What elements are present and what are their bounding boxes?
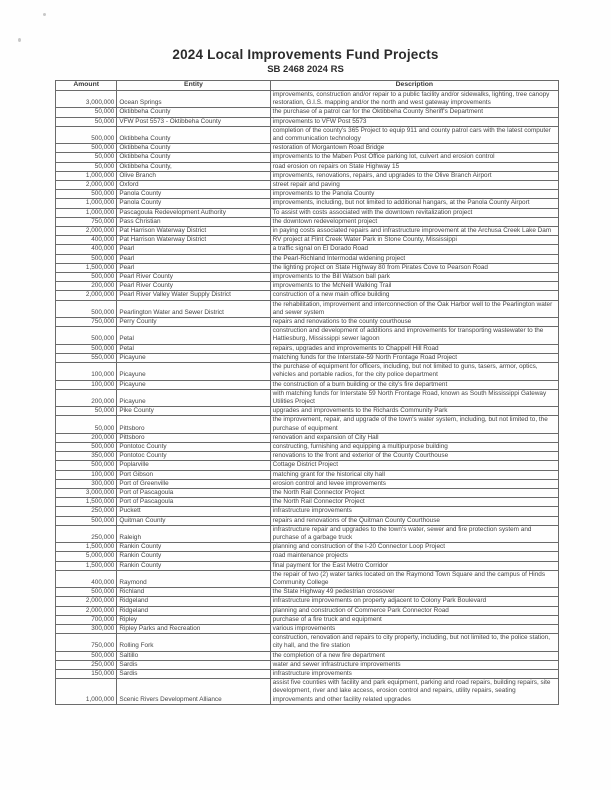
- amount-cell: 400,000: [56, 570, 117, 587]
- table-row: [56, 433, 559, 442]
- amount-cell: 200,000: [56, 433, 117, 442]
- amount-cell: 50,000: [56, 153, 117, 162]
- page-title: 2024 Local Improvements Fund Projects: [172, 47, 439, 62]
- description-cell: RV project at Flint Creek Water Park in Stone County, Mississippi: [270, 236, 558, 245]
- entity-cell: Pearl River County: [117, 282, 270, 291]
- amount-cell: 1,500,000: [56, 543, 117, 552]
- table-row: [56, 634, 559, 651]
- table-row: [56, 507, 559, 516]
- entity-cell: Pearl: [117, 263, 270, 272]
- entity-cell: Ridgeland: [117, 597, 270, 606]
- entity-cell: Picayune: [117, 389, 270, 406]
- description-cell: infrastructure improvements on property adjacent to Colony Park Boulevard: [270, 597, 558, 606]
- description-cell: the North Rail Connector Project: [270, 488, 558, 497]
- amount-cell: 1,500,000: [56, 263, 117, 272]
- entity-cell: Pass Christian: [117, 217, 270, 226]
- entity-cell: Oxford: [117, 181, 270, 190]
- description-cell: road maintenance projects: [270, 552, 558, 561]
- entity-cell: Oktibbeha County: [117, 126, 270, 143]
- table-row: [56, 570, 559, 587]
- description-cell: infrastructure improvements: [270, 507, 558, 516]
- description-cell: with matching funds for Interstate 59 North Frontage Road, known as South Mississippi Gateway Utilities Project: [270, 389, 558, 406]
- table-row: [56, 181, 559, 190]
- amount-cell: 100,000: [56, 380, 117, 389]
- description-cell: the rehabilitation, improvement and interconnection of the Oak Harbor well to the Pearlington water and sewer system: [270, 300, 558, 317]
- description-cell: improvements, construction and/or repair to a public facility and/or sidewalks, lighting, tree canopy restoration, G.I.S. mapping and/or the north and west gateway improvements: [270, 91, 558, 108]
- amount-cell: 300,000: [56, 624, 117, 633]
- table-row: [56, 651, 559, 660]
- header-description: Description: [270, 81, 558, 91]
- entity-cell: Panola County: [117, 199, 270, 208]
- amount-cell: 2,000,000: [56, 606, 117, 615]
- amount-cell: 100,000: [56, 363, 117, 380]
- table-row: [56, 291, 559, 300]
- description-cell: improvements to VFW Post 5573: [270, 117, 558, 126]
- amount-cell: 300,000: [56, 479, 117, 488]
- entity-cell: Raymond: [117, 570, 270, 587]
- description-cell: improvements to the McNeill Walking Trail: [270, 282, 558, 291]
- header-entity: Entity: [117, 81, 270, 91]
- table-row: [56, 660, 559, 669]
- entity-cell: Pike County: [117, 407, 270, 416]
- table-row: [56, 416, 559, 433]
- table-row: [56, 353, 559, 362]
- description-cell: construction, renovation and repairs to city property, including, but not limited to, the police station, city hall, and the fire station: [270, 634, 558, 651]
- amount-cell: 50,000: [56, 416, 117, 433]
- entity-cell: Pearlington Water and Sewer District: [117, 300, 270, 317]
- description-cell: completion of the county's 365 Project to equip 911 and county patrol cars with the latest computer and communication technology: [270, 126, 558, 143]
- description-cell: matching grant for the historical city hall: [270, 470, 558, 479]
- table-row: [56, 117, 559, 126]
- description-cell: street repair and paving: [270, 181, 558, 190]
- description-cell: the completion of a new fire department: [270, 651, 558, 660]
- description-cell: upgrades and improvements to the Richards Community Park: [270, 407, 558, 416]
- table-row: [56, 452, 559, 461]
- description-cell: construction of a new main office building: [270, 291, 558, 300]
- table-row: [56, 461, 559, 470]
- description-cell: renovations to the front and exterior of the County Courthouse: [270, 452, 558, 461]
- entity-cell: Pearl: [117, 254, 270, 263]
- amount-cell: 500,000: [56, 588, 117, 597]
- amount-cell: 250,000: [56, 525, 117, 542]
- entity-cell: Perry County: [117, 318, 270, 327]
- description-cell: assist five counties with facility and park equipment, parking and road repairs, building repairs, site development, river and lake access, erosion control and repairs, utility repairs, seating improvements and other facility related upgrades: [270, 679, 558, 705]
- table-row: [56, 561, 559, 570]
- entity-cell: Oktibbeha County: [117, 144, 270, 153]
- table-row: [56, 171, 559, 180]
- table-row: [56, 190, 559, 199]
- amount-cell: 500,000: [56, 461, 117, 470]
- entity-cell: Scenic Rivers Development Alliance: [117, 679, 270, 705]
- amount-cell: 700,000: [56, 615, 117, 624]
- description-cell: various improvements: [270, 624, 558, 633]
- description-cell: infrastructure improvements: [270, 670, 558, 679]
- table-row: [56, 245, 559, 254]
- table-row: [56, 552, 559, 561]
- amount-cell: 400,000: [56, 236, 117, 245]
- entity-cell: Rankin County: [117, 561, 270, 570]
- entity-cell: Quitman County: [117, 516, 270, 525]
- entity-cell: Puckett: [117, 507, 270, 516]
- amount-cell: 2,000,000: [56, 181, 117, 190]
- table-row: [56, 380, 559, 389]
- entity-cell: Rolling Fork: [117, 634, 270, 651]
- amount-cell: 50,000: [56, 162, 117, 171]
- amount-cell: 200,000: [56, 282, 117, 291]
- description-cell: renovation and expansion of City Hall: [270, 433, 558, 442]
- description-cell: water and sewer infrastructure improvements: [270, 660, 558, 669]
- table-row: [56, 217, 559, 226]
- table-row: [56, 389, 559, 406]
- entity-cell: Pittsboro: [117, 433, 270, 442]
- amount-cell: 500,000: [56, 254, 117, 263]
- entity-cell: Pat Harrison Waterway District: [117, 227, 270, 236]
- table-row: [56, 597, 559, 606]
- entity-cell: Saltillo: [117, 651, 270, 660]
- description-cell: the purchase of a patrol car for the Oktibbeha County Sheriff's Department: [270, 108, 558, 117]
- entity-cell: Picayune: [117, 363, 270, 380]
- description-cell: the downtown redevelopment project: [270, 217, 558, 226]
- amount-cell: 100,000: [56, 470, 117, 479]
- description-cell: the construction of a burn building or the city's fire department: [270, 380, 558, 389]
- entity-cell: Ripley: [117, 615, 270, 624]
- entity-cell: Panola County: [117, 190, 270, 199]
- description-cell: improvements, renovations, repairs, and upgrades to the Olive Branch Airport: [270, 171, 558, 180]
- entity-cell: Ripley Parks and Recreation: [117, 624, 270, 633]
- amount-cell: 500,000: [56, 273, 117, 282]
- amount-cell: 50,000: [56, 407, 117, 416]
- table-row: [56, 282, 559, 291]
- table-row: [56, 363, 559, 380]
- entity-cell: Rankin County: [117, 552, 270, 561]
- description-cell: improvements to the Maben Post Office parking lot, culvert and erosion control: [270, 153, 558, 162]
- amount-cell: 500,000: [56, 442, 117, 451]
- table-row: [56, 300, 559, 317]
- table-row: [56, 479, 559, 488]
- table-row: [56, 624, 559, 633]
- scan-speck: [43, 13, 46, 16]
- description-cell: the repair of two (2) water tanks located on the Raymond Town Square and the campus of Hinds Community College: [270, 570, 558, 587]
- description-cell: repairs, upgrades and improvements to Chappell Hill Road: [270, 344, 558, 353]
- header-amount: Amount: [56, 81, 117, 91]
- amount-cell: 150,000: [56, 670, 117, 679]
- table-row: [56, 525, 559, 542]
- amount-cell: 3,000,000: [56, 488, 117, 497]
- description-cell: the State Highway 49 pedestrian crossover: [270, 588, 558, 597]
- amount-cell: 2,000,000: [56, 291, 117, 300]
- amount-cell: 2,000,000: [56, 597, 117, 606]
- description-cell: infrastructure repair and upgrades to the town's water, sewer and fire protection system and purchase of a garbage truck: [270, 525, 558, 542]
- amount-cell: 1,000,000: [56, 679, 117, 705]
- amount-cell: 1,500,000: [56, 498, 117, 507]
- entity-cell: Oktibbeha County: [117, 153, 270, 162]
- entity-cell: Port of Pascagoula: [117, 488, 270, 497]
- amount-cell: 750,000: [56, 634, 117, 651]
- entity-cell: Rankin County: [117, 543, 270, 552]
- table-header-row: [56, 81, 559, 91]
- table-row: [56, 606, 559, 615]
- description-cell: road erosion on repairs on State Highway 15: [270, 162, 558, 171]
- amount-cell: 400,000: [56, 245, 117, 254]
- amount-cell: 1,000,000: [56, 199, 117, 208]
- entity-cell: Petal: [117, 327, 270, 344]
- entity-cell: Sardis: [117, 660, 270, 669]
- description-cell: improvements to the Panola County: [270, 190, 558, 199]
- table-row: [56, 199, 559, 208]
- amount-cell: 500,000: [56, 190, 117, 199]
- entity-cell: Pat Harrison Waterway District: [117, 236, 270, 245]
- entity-cell: Port of Greenville: [117, 479, 270, 488]
- table-row: [56, 498, 559, 507]
- table-row: [56, 108, 559, 117]
- entity-cell: Ocean Springs: [117, 91, 270, 108]
- table-row: [56, 126, 559, 143]
- description-cell: construction and development of additions and improvements for transporting wastewater to the Hattiesburg, Mississippi sewer lagoon: [270, 327, 558, 344]
- amount-cell: 50,000: [56, 117, 117, 126]
- table-row: [56, 208, 559, 217]
- entity-cell: Sardis: [117, 670, 270, 679]
- table-row: [56, 327, 559, 344]
- amount-cell: 2,000,000: [56, 227, 117, 236]
- table-row: [56, 263, 559, 272]
- description-cell: the purchase of equipment for officers, including, but not limited to guns, tasers, armor, optics, vehicles and portable radios, for the city police department: [270, 363, 558, 380]
- entity-cell: VFW Post 5573 - Oktibbeha County: [117, 117, 270, 126]
- entity-cell: Pontotoc County: [117, 452, 270, 461]
- description-cell: planning and construction of Commerce Park Connector Road: [270, 606, 558, 615]
- table-row: [56, 344, 559, 353]
- table-row: [56, 227, 559, 236]
- entity-cell: Poplarville: [117, 461, 270, 470]
- description-cell: in paying costs associated repairs and infrastructure improvement at the Archusa Creek Lake Dam: [270, 227, 558, 236]
- amount-cell: 50,000: [56, 108, 117, 117]
- table-row: [56, 162, 559, 171]
- projects-table: [55, 80, 559, 705]
- description-cell: erosion control and levee improvements: [270, 479, 558, 488]
- table-row: [56, 144, 559, 153]
- amount-cell: 750,000: [56, 318, 117, 327]
- amount-cell: 500,000: [56, 126, 117, 143]
- amount-cell: 250,000: [56, 660, 117, 669]
- amount-cell: 500,000: [56, 300, 117, 317]
- description-cell: final payment for the East Metro Corridor: [270, 561, 558, 570]
- amount-cell: 200,000: [56, 389, 117, 406]
- amount-cell: 500,000: [56, 327, 117, 344]
- table-body: [56, 91, 559, 705]
- amount-cell: 5,000,000: [56, 552, 117, 561]
- page-subtitle: SB 2468 2024 RS: [267, 64, 344, 75]
- description-cell: matching funds for the Interstate-59 North Frontage Road Project: [270, 353, 558, 362]
- description-cell: improvements, including, but not limited to additional hangars, at the Panola County Airport: [270, 199, 558, 208]
- entity-cell: Petal: [117, 344, 270, 353]
- entity-cell: Pearl: [117, 245, 270, 254]
- description-cell: the North Rail Connector Project: [270, 498, 558, 507]
- scan-speck: [18, 38, 21, 42]
- description-cell: the Pearl-Richland Intermodal widening project: [270, 254, 558, 263]
- amount-cell: 1,500,000: [56, 561, 117, 570]
- amount-cell: 550,000: [56, 353, 117, 362]
- entity-cell: Olive Branch: [117, 171, 270, 180]
- amount-cell: 1,000,000: [56, 171, 117, 180]
- description-cell: constructing, furnishing and equipping a multipurpose building: [270, 442, 558, 451]
- entity-cell: Pearl River Valley Water Supply District: [117, 291, 270, 300]
- table-row: [56, 236, 559, 245]
- amount-cell: 250,000: [56, 507, 117, 516]
- entity-cell: Richland: [117, 588, 270, 597]
- table-row: [56, 91, 559, 108]
- description-cell: purchase of a fire truck and equipment: [270, 615, 558, 624]
- description-cell: the lighting project on State Highway 80 from Pirates Cove to Pearson Road: [270, 263, 558, 272]
- entity-cell: Pittsboro: [117, 416, 270, 433]
- description-cell: the improvement, repair, and upgrade of the town's water system, including, but not limited to, the purchase of equipment: [270, 416, 558, 433]
- table-row: [56, 442, 559, 451]
- entity-cell: Picayune: [117, 380, 270, 389]
- entity-cell: Raleigh: [117, 525, 270, 542]
- entity-cell: Oktibbeha County,: [117, 162, 270, 171]
- amount-cell: 500,000: [56, 651, 117, 660]
- description-cell: To assist with costs associated with the downtown revitalization project: [270, 208, 558, 217]
- description-cell: repairs and renovations to the county courthouse: [270, 318, 558, 327]
- table-row: [56, 615, 559, 624]
- table-row: [56, 543, 559, 552]
- table-row: [56, 254, 559, 263]
- entity-cell: Port of Pascagoula: [117, 498, 270, 507]
- entity-cell: Oktibbeha County: [117, 108, 270, 117]
- amount-cell: 3,000,000: [56, 91, 117, 108]
- amount-cell: 500,000: [56, 144, 117, 153]
- entity-cell: Pascagoula Redevelopment Authority: [117, 208, 270, 217]
- amount-cell: 750,000: [56, 217, 117, 226]
- description-cell: restoration of Morgantown Road Bridge: [270, 144, 558, 153]
- description-cell: Cottage District Project: [270, 461, 558, 470]
- table-row: [56, 153, 559, 162]
- table-row: [56, 588, 559, 597]
- table-row: [56, 318, 559, 327]
- entity-cell: Port Gibson: [117, 470, 270, 479]
- description-cell: planning and construction of the I-20 Connector Loop Project: [270, 543, 558, 552]
- description-cell: repairs and renovations of the Quitman County Courthouse: [270, 516, 558, 525]
- table-row: [56, 273, 559, 282]
- table-row: [56, 407, 559, 416]
- entity-cell: Picayune: [117, 353, 270, 362]
- amount-cell: 500,000: [56, 516, 117, 525]
- description-cell: improvements to the Bill Watson ball park: [270, 273, 558, 282]
- entity-cell: Pontotoc County: [117, 442, 270, 451]
- entity-cell: Ridgeland: [117, 606, 270, 615]
- amount-cell: 350,000: [56, 452, 117, 461]
- table-row: [56, 488, 559, 497]
- table-row: [56, 679, 559, 705]
- table-row: [56, 470, 559, 479]
- description-cell: a traffic signal on El Dorado Road: [270, 245, 558, 254]
- amount-cell: 1,000,000: [56, 208, 117, 217]
- entity-cell: Pearl River County: [117, 273, 270, 282]
- table-row: [56, 516, 559, 525]
- table-row: [56, 670, 559, 679]
- amount-cell: 500,000: [56, 344, 117, 353]
